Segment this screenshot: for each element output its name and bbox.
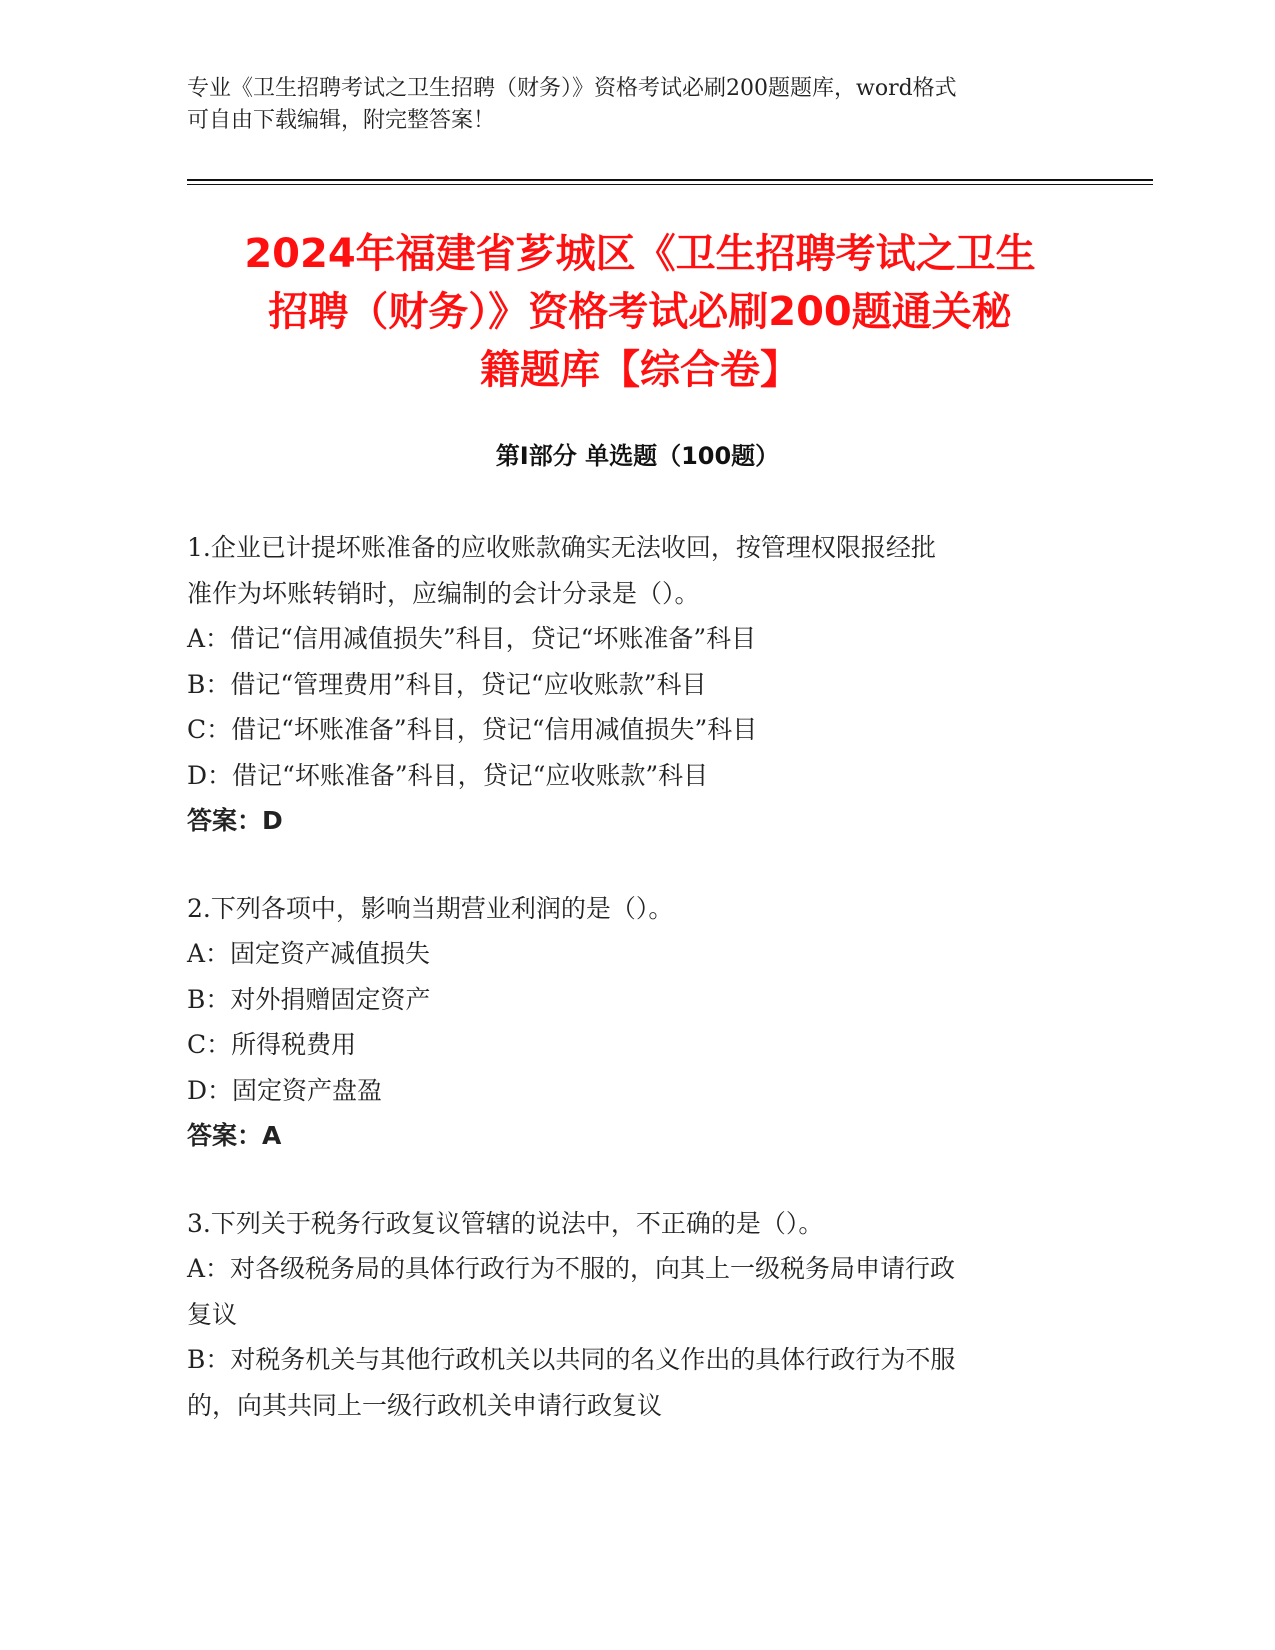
question-2 xyxy=(187,886,1067,1159)
header-note xyxy=(187,73,1067,137)
title-line: 招聘（财务）》资格考试必刷200题通关秘 xyxy=(268,289,1012,335)
option-d: D：借记“坏账准备”科目，贷记“应收账款”科目 xyxy=(187,760,709,790)
question-list xyxy=(187,525,1067,1470)
header-note-line: 可自由下载编辑，附完整答案！ xyxy=(187,108,496,133)
option-a-continued: 复议 xyxy=(187,1299,238,1329)
title-line: 籍题库【综合卷】 xyxy=(480,347,800,393)
document-title xyxy=(140,225,1140,399)
question-stem: 2.下列各项中，影响当期营业利润的是（）。 xyxy=(187,893,674,923)
option-a: A：固定资产减值损失 xyxy=(187,939,431,968)
option-a: A：对各级税务局的具体行政行为不服的，向其上一级税务局申请行政 xyxy=(187,1254,956,1283)
option-a: A：借记“信用减值损失”科目，贷记“坏账准备”科目 xyxy=(187,624,757,653)
header-divider-thin xyxy=(187,184,1153,185)
option-c: C：借记“坏账准备”科目，贷记“信用减值损失”科目 xyxy=(187,715,758,744)
question-1 xyxy=(187,525,1067,844)
header-divider xyxy=(187,179,1153,181)
option-b: B：对外捐赠固定资产 xyxy=(187,984,431,1014)
section-heading: 第Ⅰ部分 单选题（100题） xyxy=(495,442,780,470)
question-stem: 3.下列关于税务行政复议管辖的说法中，不正确的是（）。 xyxy=(187,1208,824,1238)
question-3 xyxy=(187,1201,1067,1429)
option-b: B：对税务机关与其他行政机关以共同的名义作出的具体行政行为不服 xyxy=(187,1345,956,1374)
question-stem: 准作为坏账转销时，应编制的会计分录是（）。 xyxy=(187,578,700,608)
answer: 答案：A xyxy=(187,1121,282,1150)
title-line: 2024年福建省芗城区《卫生招聘考试之卫生 xyxy=(244,231,1036,277)
header-note-line: 专业《卫生招聘考试之卫生招聘（财务）》资格考试必刷200题题库，word格式 xyxy=(187,76,957,101)
option-b-continued: 的，向其共同上一级行政机关申请行政复议 xyxy=(187,1390,663,1420)
option-d: D：固定资产盘盈 xyxy=(187,1075,383,1105)
answer: 答案：D xyxy=(187,806,283,835)
option-c: C：所得税费用 xyxy=(187,1030,357,1059)
question-stem: 1.企业已计提坏账准备的应收账款确实无法收回，按管理权限报经批 xyxy=(187,533,936,562)
option-b: B：借记“管理费用”科目，贷记“应收账款”科目 xyxy=(187,669,707,699)
